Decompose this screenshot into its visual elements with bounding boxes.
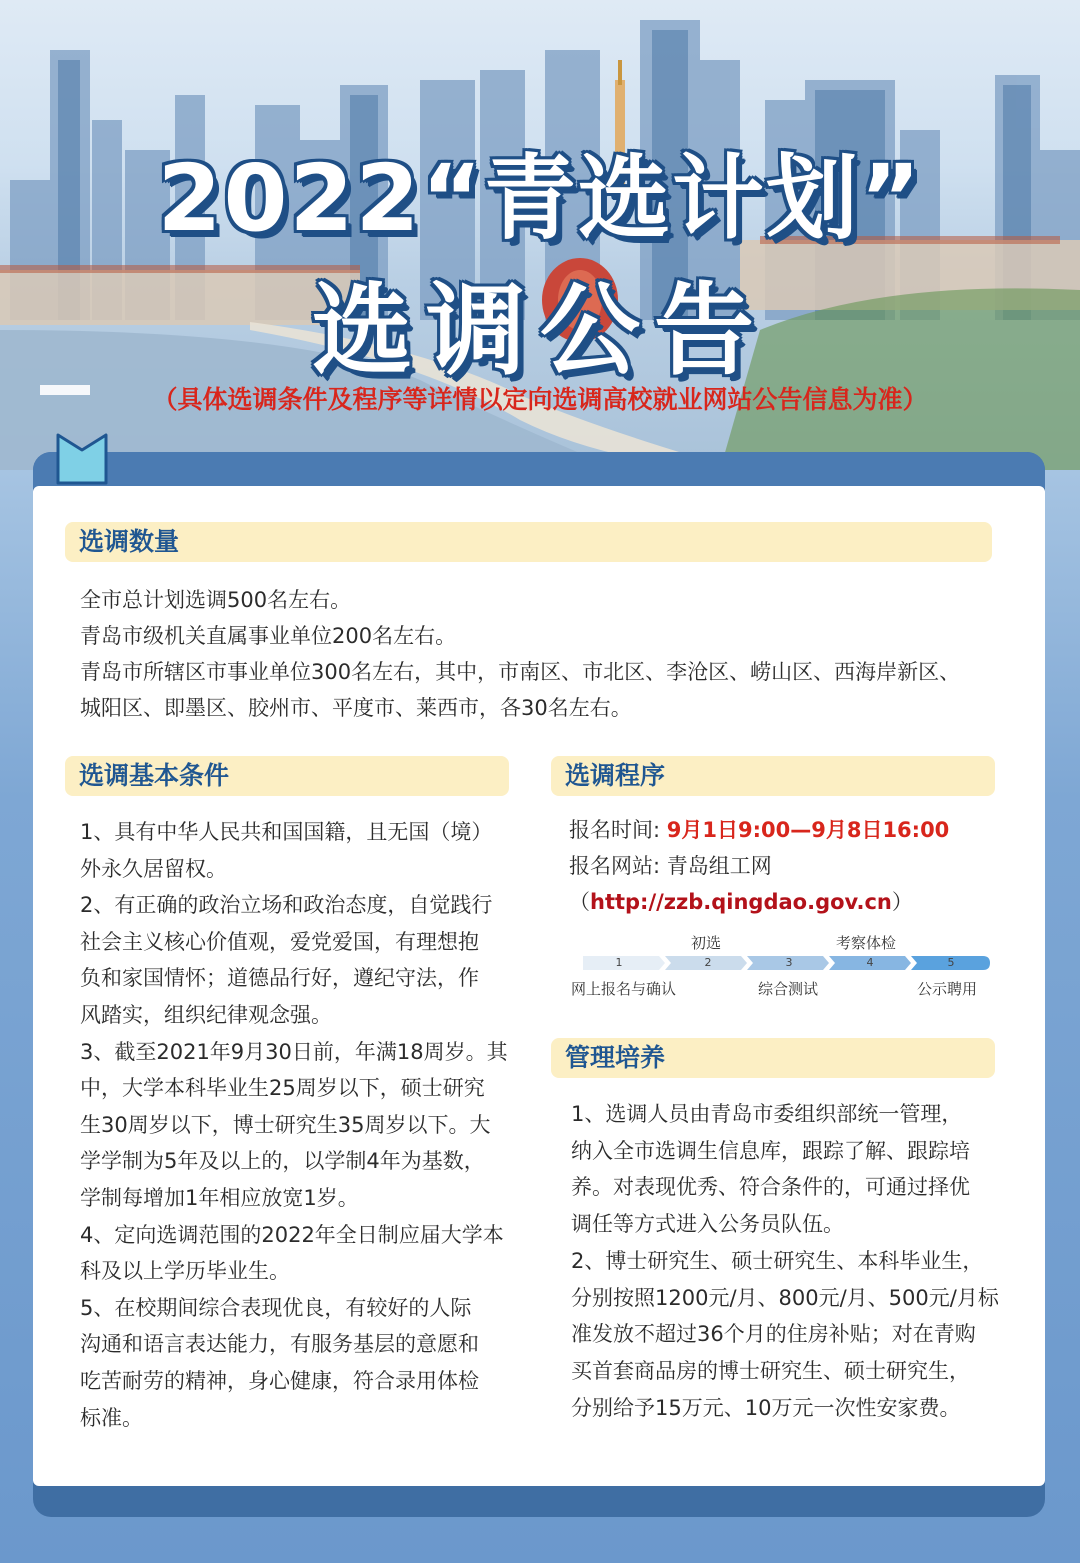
conditions-line: 生30周岁以下，博士研究生35周岁以下。大 [80, 1112, 491, 1137]
step-number-3: 3 [785, 956, 793, 969]
step-label-2: 初选 [691, 934, 722, 952]
management-line: 准发放不超过36个月的住房补贴；对在青购 [571, 1322, 976, 1347]
step-label-1: 网上报名与确认 [571, 980, 677, 998]
registration-time [569, 812, 999, 848]
conditions-line: 社会主义核心价值观，爱党爱国，有理想抱 [80, 929, 479, 954]
management-line: 纳入全市选调生信息库，跟踪了解、跟踪培 [571, 1138, 970, 1163]
quantity-text [80, 582, 1000, 726]
step-number-4: 4 [866, 956, 874, 969]
poster-title-line1: 2022“青选计划” [157, 145, 923, 252]
quantity-line: 全市总计划选调500名左右。 [80, 588, 352, 612]
details-notice: （具体选调条件及程序等详情以定向选调高校就业网站公告信息为准） [152, 385, 928, 414]
step-number-1: 1 [615, 956, 623, 969]
registration-time-value: 9月1日9:00—9月8日16:00 [666, 818, 950, 842]
procedure-text [569, 812, 999, 920]
management-line: 分别给予15万元、10万元一次性安家费。 [571, 1395, 961, 1420]
process-steps [571, 928, 991, 998]
registration-site-label: 报名网站: [569, 854, 661, 878]
conditions-line: 负和家国情怀；道德品行好，遵纪守法，作 [80, 966, 479, 991]
conditions-line: 3、截至2021年9月30日前，年满18周岁。其 [80, 1039, 508, 1064]
quantity-line: 青岛市级机关直属事业单位200名左右。 [80, 624, 457, 648]
section-heading-quantity: 选调数量 [65, 522, 992, 562]
management-text [571, 1096, 1001, 1426]
conditions-line: 沟通和语言表达能力，有服务基层的意愿和 [80, 1332, 479, 1357]
quantity-line: 青岛市所辖区市事业单位300名左右，其中，市南区、市北区、李沧区、崂山区、西海岸新区、 [80, 660, 961, 684]
management-line: 1、选调人员由青岛市委组织部统一管理， [571, 1102, 963, 1126]
conditions-line: 标准。 [80, 1405, 143, 1430]
conditions-line: 风踏实，组织纪律观念强。 [80, 1002, 332, 1027]
section-heading-management: 管理培养 [551, 1038, 995, 1078]
section-heading-procedure: 选调程序 [551, 756, 995, 796]
conditions-line: 吃苦耐劳的精神，身心健康，符合录用体检 [80, 1368, 479, 1393]
url-paren-close: ） [891, 890, 913, 914]
management-line: 调任等方式进入公务员队伍。 [571, 1212, 844, 1237]
registration-url-line [569, 884, 999, 920]
conditions-line: 2、有正确的政治立场和政治态度，自觉践行 [80, 893, 493, 918]
hero-banner [0, 0, 1080, 470]
card-top-bar [33, 452, 1045, 488]
section-heading-conditions: 选调基本条件 [65, 756, 509, 796]
step-label-5: 公示聘用 [917, 980, 978, 998]
conditions-line: 中，大学本科毕业生25周岁以下，硕士研究 [80, 1076, 485, 1101]
step-number-2: 2 [704, 956, 712, 969]
management-line: 买首套商品房的博士研究生、硕士研究生， [571, 1358, 970, 1383]
conditions-text [80, 814, 520, 1436]
step-number-5: 5 [947, 956, 955, 969]
conditions-line: 4、定向选调范围的2022年全日制应届大学本 [80, 1222, 504, 1247]
conditions-line: 学学制为5年及以上的，以学制4年为基数， [80, 1149, 485, 1174]
bookmark-icon [55, 432, 109, 486]
management-line: 养。对表现优秀、符合条件的，可通过择优 [571, 1175, 970, 1200]
conditions-line: 1、具有中华人民共和国国籍，且无国（境） [80, 820, 493, 844]
management-line: 分别按照1200元/月、800元/月、500元/月标 [571, 1285, 999, 1310]
step-label-4: 考察体检 [836, 934, 897, 952]
conditions-line: 科及以上学历毕业生。 [80, 1259, 290, 1284]
conditions-line: 5、在校期间综合表现优良，有较好的人际 [80, 1295, 472, 1320]
poster-title-line2: 选调公告 [312, 272, 768, 389]
step-label-3: 综合测试 [758, 980, 819, 998]
conditions-line: 学制每增加1年相应放宽1岁。 [80, 1185, 359, 1210]
url-paren-open: （ [569, 890, 590, 914]
registration-site [569, 848, 999, 884]
registration-site-value: 青岛组工网 [666, 854, 772, 878]
quantity-line: 城阳区、即墨区、胶州市、平度市、莱西市，各30名左右。 [80, 696, 632, 720]
management-line: 2、博士研究生、硕士研究生、本科毕业生， [571, 1248, 984, 1273]
conditions-line: 外永久居留权。 [80, 856, 227, 881]
registration-url-link[interactable]: http://zzb.qingdao.gov.cn [590, 890, 892, 914]
registration-time-label: 报名时间: [569, 818, 661, 842]
